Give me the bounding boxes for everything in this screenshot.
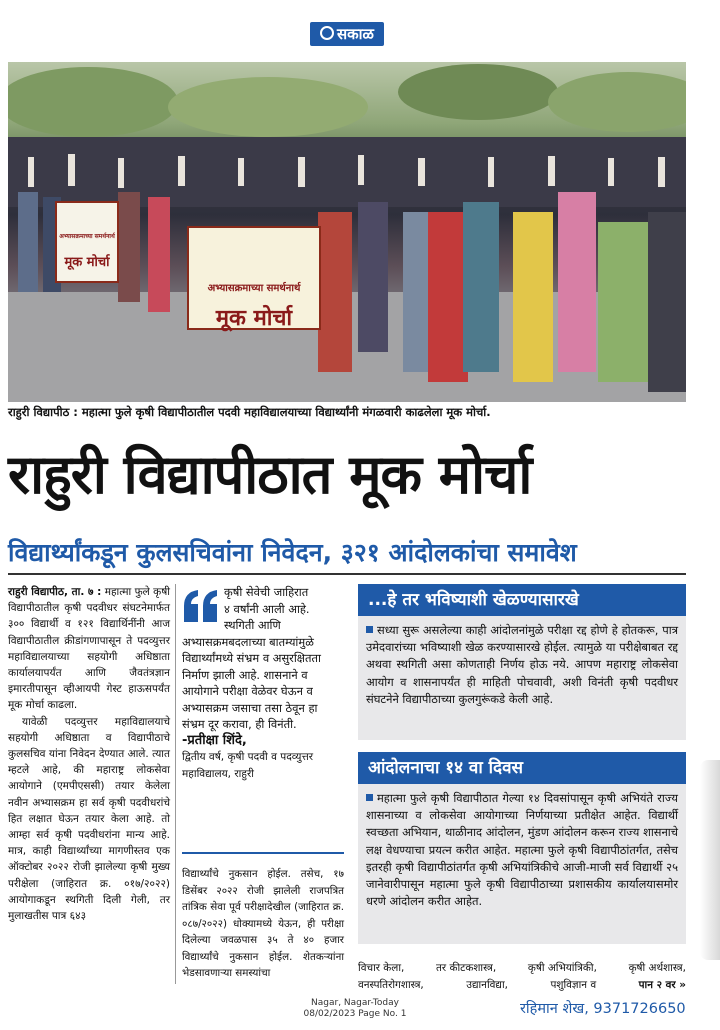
bullet-icon: [366, 794, 373, 801]
quote-divider: [182, 852, 344, 854]
col3-text: उद्यानविद्या,: [466, 978, 508, 991]
box1-text: सध्या सुरू असलेल्या काही आंदोलनांमुळे परीक्षा रद्द होणे हे होतकरू, पात्र उमेदवारांच्या भविष्याशी खेळ करण्यासारखे होईल. त्यामुळे या परीक्षेबाबत रद्द अथवा स्थगिती असा कोणताही निर्णय होऊ नये. आपण महाराष्ट्र लोकसेवा आयोग व शासनापर्यंत ही माहिती पोचवावी, अशी विनंती कृषी पदवीधर संघटनेने विद्यापीठाच्या कुलगुरूंकडे केली आहे.: [366, 623, 678, 706]
date-page-line: 08/02/2023 Page No. 1: [303, 1009, 407, 1019]
banner-left: [56, 202, 118, 282]
quote-author-role: द्वितीय वर्ष, कृषी पदवी व पदव्युत्तर महाविद्यालय, राहुरी: [182, 751, 314, 780]
col3-text: पशुविज्ञान व: [550, 978, 597, 991]
pull-quote: [182, 584, 342, 782]
divider: [8, 573, 686, 575]
quote-body: अभ्यासक्रमबदलाच्या बातम्यांमुळे विद्यार्थ्यांमध्ये संभ्रम व असुरक्षितता निर्माण झाली आहे. शासनाने व आयोगाने परीक्षा वेळेवर घेऊन व अभ्यासक्रम जसाचा तसा ठेवून हा संभ्रम दूर करावा, ही विनंती.: [182, 634, 321, 731]
article-column-2-continued: विद्यार्थ्यांचे नुकसान होईल. तसेच, १७ डिसेंबर २०२२ रोजी झालेली राजपत्रित तांत्रिक सेवा पूर्व परीक्षादेखील (जाहिरात क्र. ०८७/२०२२) धोक्यामध्ये येऊन, ही परीक्षा दिलेल्या जवळपास ३५ ते ४० हजार विद्यार्थ्यांचे नुकसान होईल. शेतकऱ्यांना भेडसावणाऱ्या समस्यांचा: [182, 868, 344, 979]
reporter-credit: रहिमान शेख, 9371726650: [520, 1001, 686, 1017]
edition-info: [300, 998, 410, 1020]
headline: राहुरी विद्यापीठात मूक मोर्चा: [8, 443, 532, 506]
masthead-text: सकाळ: [337, 25, 374, 43]
box2-title: आंदोलनाचा १४ वा दिवस: [358, 752, 686, 784]
col3-text: तर कीटकशास्त्र,: [436, 962, 497, 974]
page-edge: [700, 760, 720, 960]
article-paragraph-2: यावेळी पदव्युत्तर महाविद्यालयाचे सहयोगी अधिष्ठाता व विद्यापीठाचे कुलसचिव यांना निवेदन देण्यात आले. त्यात म्हटले आहे, की महाराष्ट्र लोकसेवा आयोगाने (एमपीएससी) तयार केलेला नवीन अभ्यासक्रम हा सर्व कृषी पदवीधरांचे हित लक्षात घेऊन तयार केला आहे. तो आम्हा सर्व कृषी पदवीधरांना मान्य आहे. मात्र, काही विद्यार्थ्यांच्या मागणीस्तव एक ऑक्टोबर २०२२ रोजी झालेल्या कृषी मुख्य परीक्षेला (जाहिरात क्र. ०१७/२०२२) आयोगाकडून स्थगिती दिली गेली, तर मुलाखतीस पात्र ६४३: [8, 715, 170, 923]
box2-body: [358, 784, 686, 944]
edition-line: Nagar, Nagar-Today: [311, 998, 399, 1008]
news-photo: [8, 62, 686, 402]
col3-text: विचार केला,: [358, 962, 405, 974]
quote-author: -प्रतीक्षा शिंदे,: [182, 732, 247, 748]
quote-line-2: ४ वर्षांनी आली आहे.: [224, 601, 310, 616]
banner-right-subtitle: अभ्यासक्रमाच्या समर्थनार्थ: [207, 283, 301, 294]
box1-title: ...हे तर भविष्याशी खेळण्यासारखे: [358, 584, 686, 616]
quote-icon: [182, 588, 220, 622]
col3-text: कृषी अर्थशास्त्र,: [628, 962, 686, 974]
continued-on-page-link[interactable]: पान २ वर »: [638, 978, 686, 991]
bullet-icon: [366, 626, 373, 633]
article-column-1: [8, 584, 170, 924]
box1-body: [358, 616, 686, 740]
col3-text: वनस्पतिरोगशास्त्र,: [358, 978, 424, 991]
article-column-3-continued: [358, 960, 686, 993]
dateline: राहुरी विद्यापीठ, ता. ७ :: [8, 586, 102, 598]
column-divider: [175, 584, 176, 984]
col3-text: कृषी अभियांत्रिकी,: [527, 962, 597, 974]
article-paragraph-1: महात्मा फुले कृषी विद्यापीठातील कृषी पदवीधर संघटनेमार्फत ३०० विद्यार्थी व १२१ विद्यार्थिनींनी आज विद्यापीठातील क्रीडांगणापासून ते पदव्युत्तर महाविद्यालयाच्या सहयोगी अधिष्ठाता कार्यालयापर्यंत आणि जैवतंत्रज्ञान इमारतीपासून व्हीआयपी गेस्ट हाऊसपर्यंत मूक मोर्चा काढला.: [8, 586, 170, 712]
banner-left-subtitle: अभ्यासक्रमाच्या समर्थनार्थ: [59, 233, 115, 240]
photo-caption: राहुरी विद्यापीठ : महात्मा फुले कृषी विद्यापीठातील पदवी महाविद्यालयाच्या विद्यार्थ्यांनी मंगळवारी काढलेला मूक मोर्चा.: [8, 405, 491, 419]
masthead-logo: [310, 22, 384, 46]
quote-line-3: स्थगिती आणि: [224, 618, 281, 632]
banner-left-title: मूक मोर्चा: [64, 255, 110, 270]
banner-right-title: मूक मोर्चा: [215, 306, 293, 331]
box2-text: महात्मा फुले कृषी विद्यापीठात गेल्या १४ दिवसांपासून कृषी अभियंते राज्य शासनाच्या व लोकसेवा आयोगाच्या निर्णयाच्या प्रतीक्षेत आहेत. विद्यार्थी स्वच्छता अभियान, थाळीनाद आंदोलन, मुंडण आंदोलन करून राज्य शासनाचे लक्ष वेधण्याचा प्रयत्न करीत आहेत. महात्मा फुले कृषी विद्यापीठांतर्गत, तसेच इतरही कृषी विद्यापीठांतर्गत कृषी अभियांत्रिकीचे आजी-माजी सर्व विद्यार्थी २५ जानेवारीपासून महात्मा फुले कृषी विद्यापीठाच्या प्रशासकीय कार्यालयासमोर धरणे आंदोलन करीत आहेत.: [366, 791, 678, 909]
subheadline: विद्यार्थ्यांकडून कुलसचिवांना निवेदन, ३२१ आंदोलकांचा समावेश: [8, 538, 577, 567]
quote-line-1: कृषी सेवेची जाहिरात: [224, 585, 309, 599]
logo-icon: [320, 26, 334, 40]
